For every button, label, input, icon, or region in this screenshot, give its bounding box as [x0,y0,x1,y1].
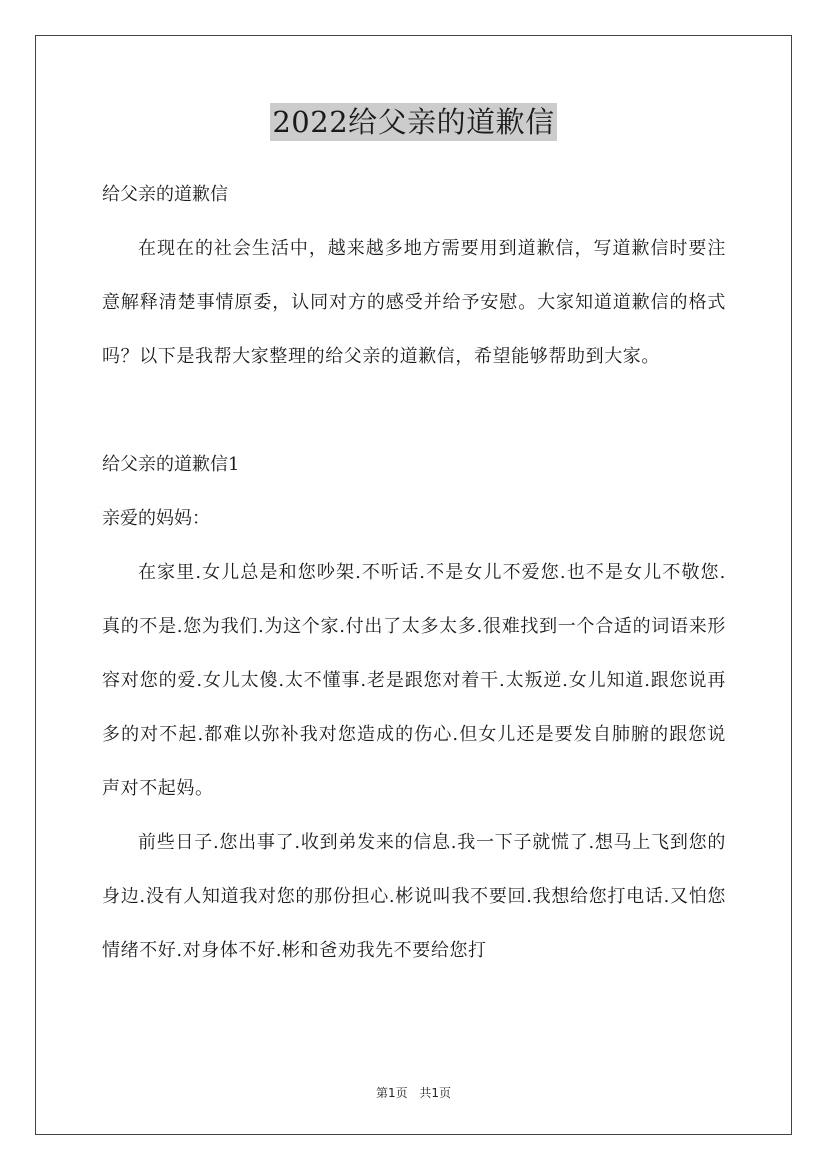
blank-line [102,384,726,438]
document-title: 2022给父亲的道歉信 [272,105,555,139]
page-total: 共1页 [419,1086,452,1100]
title-container [0,103,827,141]
body-paragraph: 在家里.女儿总是和您吵架.不听话.不是女儿不爱您.也不是女儿不敬您.真的不是.您为我们.为这个家.付出了太多太多.很难找到一个合适的词语来形容对您的爱.女儿太傻.太不懂事.老是跟您对着干.太叛逆.女儿知道.跟您说再多的对不起.都难以弥补我对您造成的伤心.但女儿还是要发自肺腑的跟您说声对不起妈。 [102,562,726,799]
section-title: 给父亲的道歉信1 [102,454,240,475]
document-body [102,168,726,978]
page-footer [0,1084,827,1101]
intro-paragraph: 在现在的社会生活中，越来越多地方需要用到道歉信，写道歉信时要注意解释清楚事情原委，认同对方的感受并给予安慰。大家知道道歉信的格式吗？以下是我帮大家整理的给父亲的道歉信，希望能够帮助到大家。 [102,238,726,367]
page-number: 第1页 [375,1086,408,1100]
salutation: 亲爱的妈妈： [102,508,210,529]
document-heading: 给父亲的道歉信 [102,184,228,205]
body-paragraph: 前些日子.您出事了.收到弟发来的信息.我一下子就慌了.想马上飞到您的身边.没有人知道我对您的那份担心.彬说叫我不要回.我想给您打电话.又怕您情绪不好.对身体不好.彬和爸劝我先不要给您打 [102,832,726,961]
